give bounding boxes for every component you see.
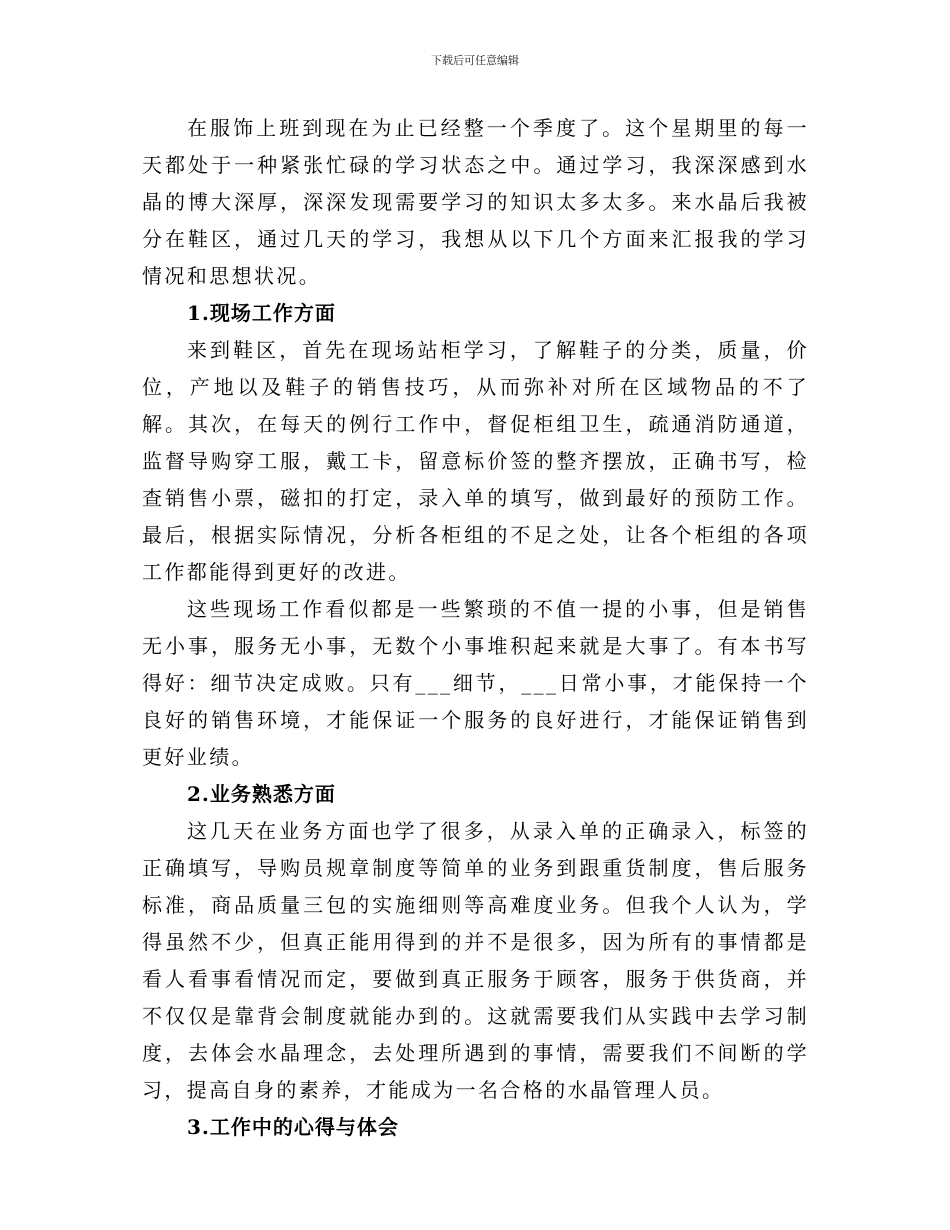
section-1-heading: 1.现场工作方面	[187, 301, 336, 325]
section-3-heading: 3.工作中的心得与体会	[187, 1115, 399, 1139]
section-2-heading: 2.业务熟悉方面	[187, 782, 336, 806]
document-body	[142, 110, 809, 1146]
page-header: 下载后可任意编辑	[431, 54, 519, 67]
section-1-paragraph-2: 这些现场工作看似都是一些繁琐的不值一提的小事，但是销售无小事，服务无小事，无数个小事堆积起来就是大事了。有本书写得好：细节决定成败。只有___细节，___日常小事，才能保持一个良好的销售环境，才能保证一个服务的良好进行，才能保证销售到更好业绩。	[142, 597, 809, 769]
intro-paragraph: 在服饰上班到现在为止已经整一个季度了。这个星期里的每一天都处于一种紧张忙碌的学习状态之中。通过学习，我深深感到水晶的博大深厚，深深发现需要学习的知识太多太多。来水晶后我被分在鞋区，通过几天的学习，我想从以下几个方面来汇报我的学习情况和思想状况。	[142, 116, 809, 288]
section-2-paragraph-1: 这几天在业务方面也学了很多，从录入单的正确录入，标签的正确填写，导购员规章制度等简单的业务到跟重货制度，售后服务标准，商品质量三包的实施细则等高难度业务。但我个人认为，学得虽然不少，但真正能用得到的并不是很多，因为所有的事情都是看人看事看情况而定，要做到真正服务于顾客，服务于供货商，并不仅仅是靠背会制度就能办到的。这就需要我们从实践中去学习制度，去体会水晶理念，去处理所遇到的事情，需要我们不间断的学习，提高自身的素养，才能成为一名合格的水晶管理人员。	[142, 819, 809, 1102]
section-1-paragraph-1: 来到鞋区，首先在现场站柜学习，了解鞋子的分类，质量，价位，产地以及鞋子的销售技巧，从而弥补对所在区域物品的不了解。其次，在每天的例行工作中，督促柜组卫生，疏通消防通道，监督导购穿工服，戴工卡，留意标价签的整齐摆放，正确书写，检查销售小票，磁扣的打定，录入单的填写，做到最好的预防工作。最后，根据实际情况，分析各柜组的不足之处，让各个柜组的各项工作都能得到更好的改进。	[142, 338, 809, 584]
